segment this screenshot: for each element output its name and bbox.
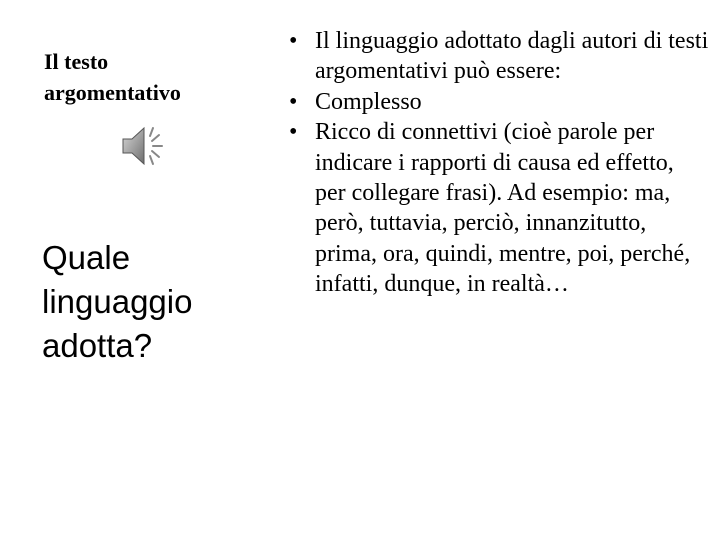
bullet-marker: • (289, 119, 298, 146)
bullet-item (289, 87, 709, 117)
bullet-item (289, 117, 709, 299)
bullet-text: Ricco di connettivi (cioè parole per indicare i rapporti di causa ed effetto, per collegare frasi). Ad esempio: ma, però, tuttavia, perciò, innanzitutto, prima, ora, quindi, mentre, poi, perché, infatti, dunque, in realtà… (315, 119, 691, 298)
bullet-list (289, 26, 709, 300)
speaker-icon[interactable] (121, 122, 171, 170)
speaker-icon-graphic (121, 122, 171, 170)
bullet-marker: • (289, 28, 298, 54)
bullet-text: Il linguaggio adottato dagli autori di testi argomentativi può essere: (315, 28, 709, 85)
bullet-marker: • (289, 88, 298, 115)
slide-question: Quale linguaggio adotta? (42, 239, 193, 364)
slide-title: Il testo argomentativo (44, 49, 181, 105)
bullet-item (289, 26, 709, 87)
bullet-text: Complesso (315, 88, 422, 115)
